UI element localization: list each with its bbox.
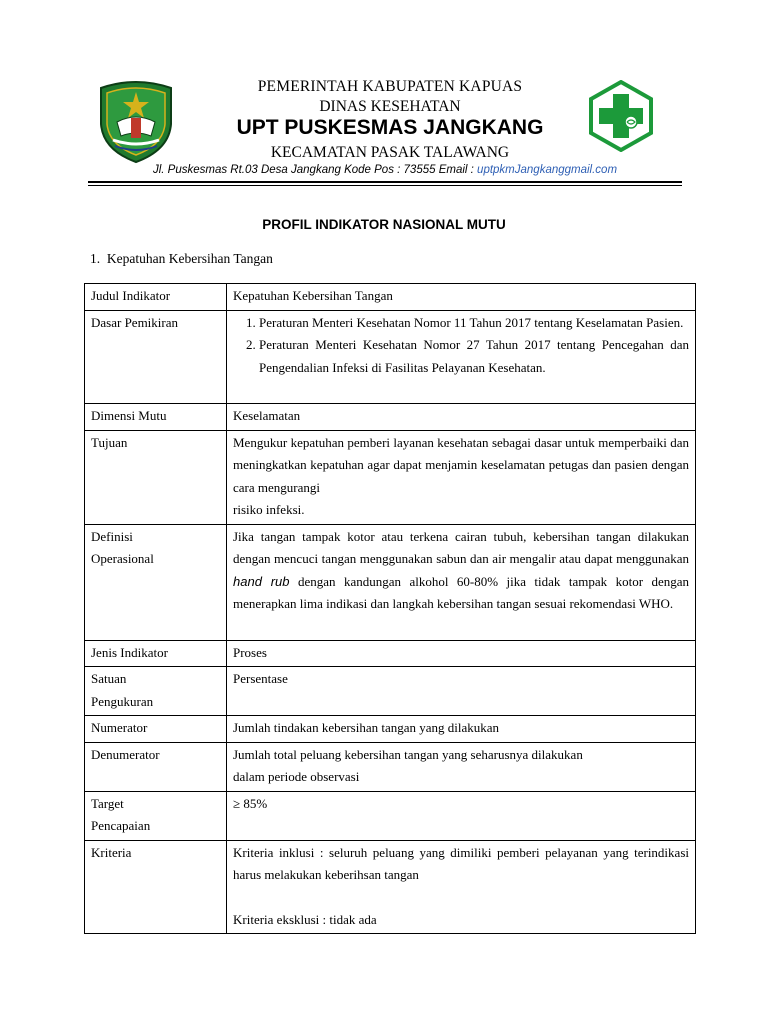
letterhead-address (90, 164, 680, 176)
section-heading (90, 251, 273, 267)
definisi-text-part: dengan kandungan alkohol 60-80% jika tidak tampak kotor dengan menerapkan lima indikasi dan langkah kebersihan tangan sesuai rekomendasi WHO. (233, 573, 690, 611)
document-title: PROFIL INDIKATOR NASIONAL MUTU (262, 217, 506, 232)
list-item: 2. Peraturan Menteri Kesehatan Nomor 27 Tahun 2017 tentang Pencegahan dan Pengendalian Infeksi di Fasilitas Pelayanan Kesehatan. (259, 334, 689, 379)
tujuan-text: Mengukur kepatuhan pemberi layanan kesehatan sebagai dasar untuk memperbaiki dan meningkatkan kepatuhan agar dapat menjamin keselamatan petugas dan pasien dengan cara mengurangi (233, 434, 689, 495)
definisi-text-part: Jika tangan tampak kotor atau terkena cairan tubuh, kebersihan tangan dilakukan dengan mencuci tangan menggunakan sabun dan air mengalir atau dapat menggunakan (233, 528, 689, 566)
table-row (85, 791, 696, 840)
row-label: Kriteria (85, 840, 227, 934)
row-label: Dasar Pemikiran (85, 310, 227, 404)
row-label (85, 524, 227, 640)
spacer (233, 887, 689, 909)
table-row (85, 742, 696, 791)
table-row (85, 524, 696, 640)
letterhead-department: DINAS KESEHATAN (319, 98, 461, 115)
row-label-line: Target (91, 795, 124, 811)
indicator-table (84, 283, 696, 934)
letterhead-institution: UPT PUSKESMAS JANGKANG (236, 116, 544, 139)
row-value: ≥ 85% (227, 791, 696, 840)
row-value: Keselamatan (227, 404, 696, 431)
row-value: Proses (227, 640, 696, 667)
row-label-line: Definisi (91, 528, 133, 544)
section-title: Kepatuhan Kebersihan Tangan (106, 251, 273, 266)
row-label-line: Satuan (91, 671, 127, 686)
row-label: Dimensi Mutu (85, 404, 227, 431)
row-label-line: Operasional (91, 551, 154, 566)
puskesmas-cross-icon (585, 80, 657, 152)
letterhead-district: KECAMATAN PASAK TALAWANG (270, 144, 510, 161)
definisi-text (233, 526, 689, 616)
spacer (233, 616, 689, 638)
row-label: Numerator (85, 716, 227, 743)
dasar-list (233, 312, 689, 380)
table-row (85, 667, 696, 716)
row-label: Jenis Indikator (85, 640, 227, 667)
hand-rub-term: hand rub (233, 573, 290, 589)
kriteria-eksklusi: Kriteria eksklusi : tidak ada (233, 911, 377, 927)
row-label: Denumerator (85, 742, 227, 791)
spacer (233, 379, 689, 401)
letterhead-rule-thin (88, 185, 682, 186)
row-value (227, 430, 696, 524)
email-link[interactable]: uptpkmJangkanggmail.com (477, 164, 618, 176)
row-value (227, 742, 696, 791)
row-label: Tujuan (85, 430, 227, 524)
table-row (85, 640, 696, 667)
denumerator-text: dalam periode observasi (233, 769, 360, 784)
row-value: Persentase (227, 667, 696, 716)
denumerator-text: Jumlah total peluang kebersihan tangan yang seharusnya dilakukan (233, 746, 583, 762)
row-value: Kepatuhan Kebersihan Tangan (227, 284, 696, 311)
table-row (85, 404, 696, 431)
row-label (85, 791, 227, 840)
row-label-line: Pencapaian (91, 818, 151, 833)
letterhead-government: PEMERINTAH KABUPATEN KAPUAS (257, 78, 523, 95)
kabupaten-kapuas-shield-icon (93, 78, 179, 164)
row-label (85, 667, 227, 716)
row-value: Jumlah tindakan kebersihan tangan yang dilakukan (227, 716, 696, 743)
kriteria-inklusi: Kriteria inklusi : seluruh peluang yang dimiliki pemberi pelayanan yang terindikasi harus melakukan keberihsan tangan (233, 844, 689, 882)
address-text: Jl. Puskesmas Rt.03 Desa Jangkang Kode Pos : 73555 Email : (152, 164, 478, 176)
letterhead (0, 0, 768, 190)
table-row (85, 840, 696, 934)
row-value (227, 840, 696, 934)
table-row (85, 716, 696, 743)
tujuan-text-end: risiko infeksi. (233, 502, 305, 517)
row-value (227, 524, 696, 640)
row-label: Judul Indikator (85, 284, 227, 311)
row-value (227, 310, 696, 404)
row-label-line: Pengukuran (91, 693, 154, 709)
list-item: 1. Peraturan Menteri Kesehatan Nomor 11 Tahun 2017 tentang Keselamatan Pasien. (259, 312, 689, 335)
letterhead-rule-thick (88, 181, 682, 183)
table-row (85, 284, 696, 311)
table-row (85, 310, 696, 404)
section-number: 1. (90, 251, 101, 266)
table-row (85, 430, 696, 524)
